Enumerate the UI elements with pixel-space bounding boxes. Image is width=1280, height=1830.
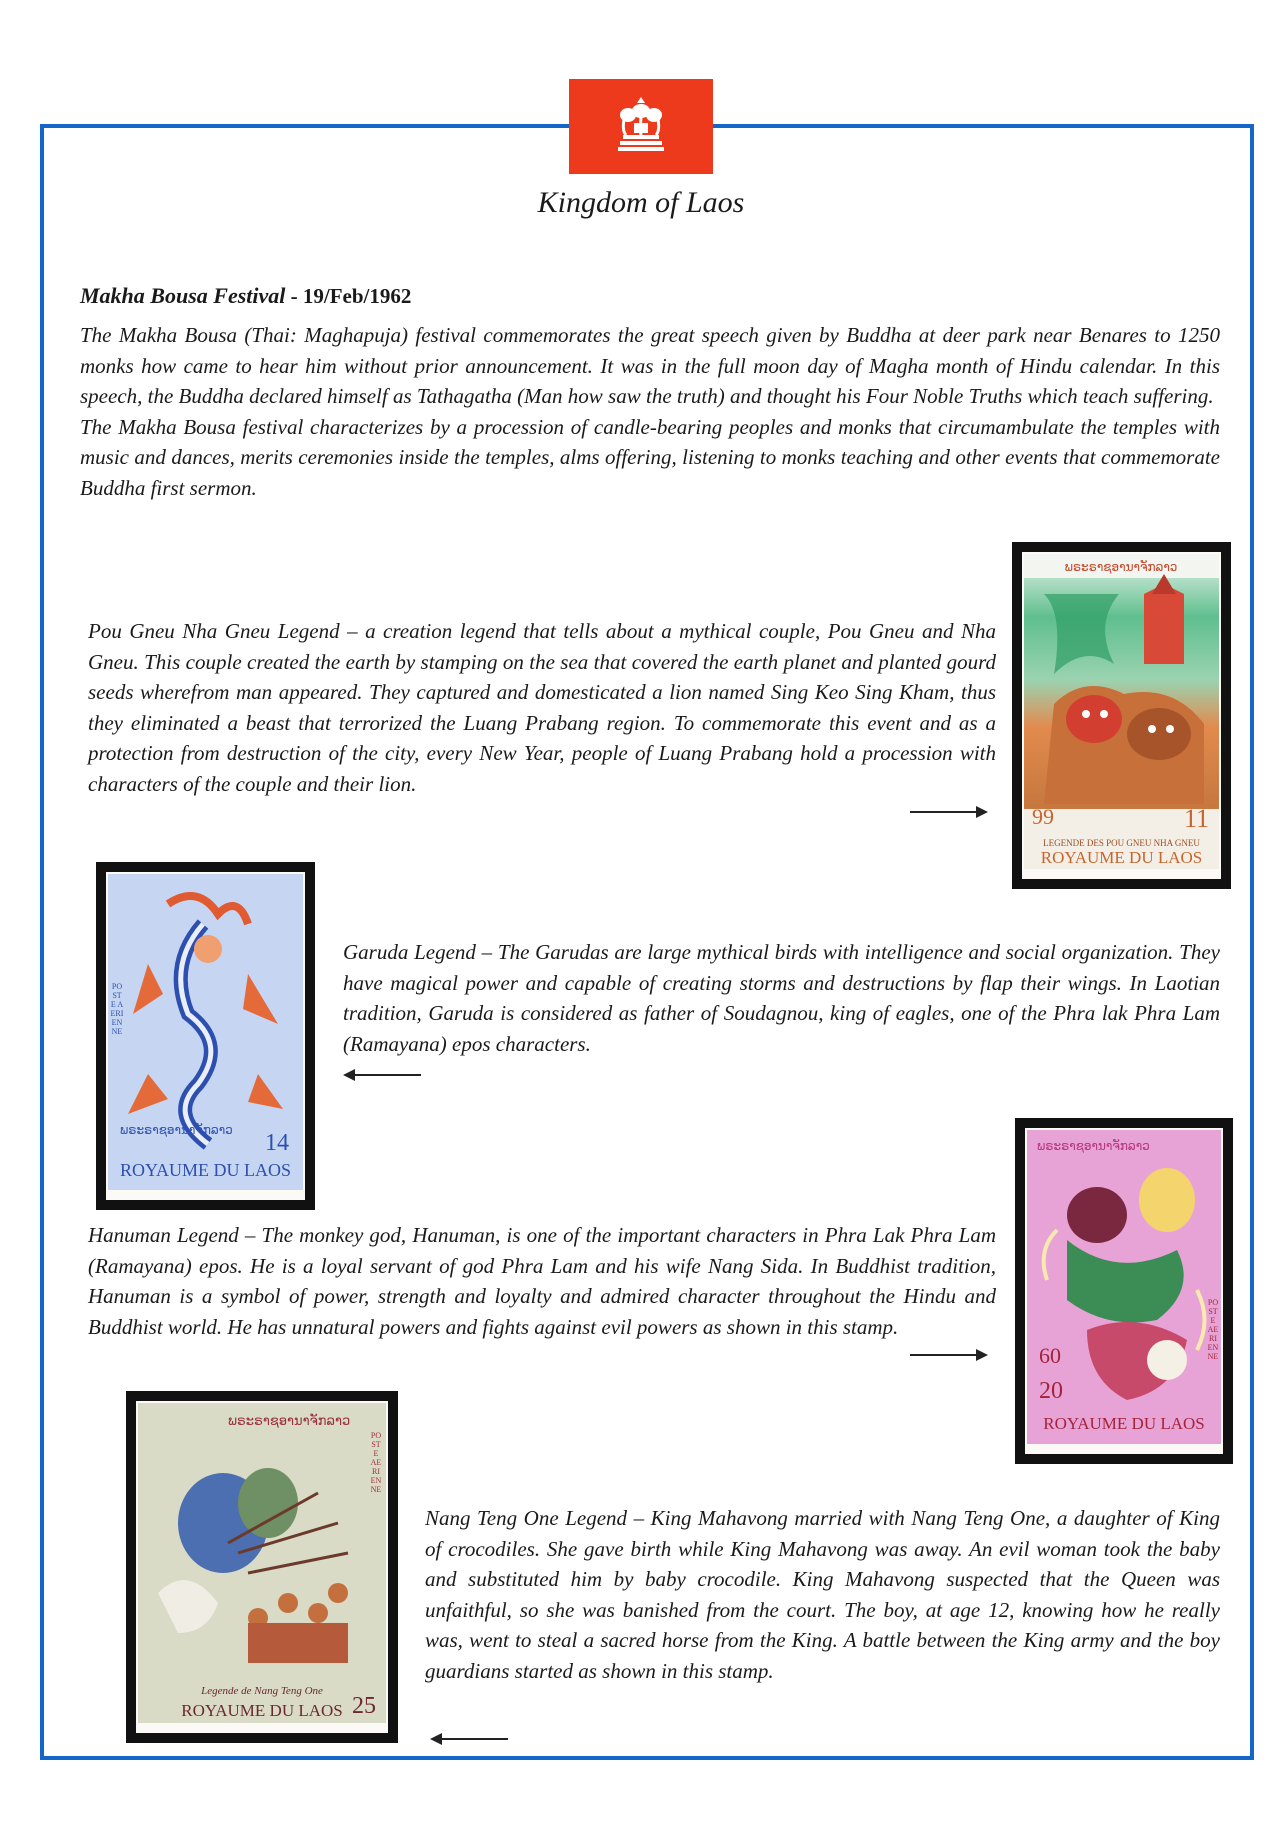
stamp-value: 11	[1183, 804, 1209, 833]
stamp-side-text: POSTE AERIENNE	[1207, 1298, 1219, 1361]
stamp-country: ROYAUME DU LAOS	[1040, 848, 1203, 867]
stamp-hanuman	[1015, 1118, 1233, 1464]
arrow-left-icon	[345, 1074, 421, 1076]
arrow-right-icon	[910, 811, 986, 813]
nang-teng-one-illustration	[138, 1403, 386, 1723]
svg-text:ພຣະຣາຊອານາຈັກລາວ: ພຣະຣາຊອານາຈັກລາວ	[228, 1414, 351, 1429]
stamp-side-text: POSTE AERIENNE	[370, 1431, 382, 1494]
legend-pou-gneu-text: Pou Gneu Nha Gneu Legend – a creation legend that tells about a mythical couple, Pou Gneu and Nha Gneu. This couple created the earth by stamping on the sea that covered the earth planet and planted gourd seeds wherefrom man appeared. They captured and domesticated a lion named Sing Keo Sing Kham, thus they eliminated a beast that terrorized the Luang Prabang region. To commemorate this event and as a protection from destruction of the city, every New Year, people of Luang Prabang hold a procession with characters of the couple and their lion.	[88, 619, 996, 796]
stamp-garuda	[96, 862, 315, 1210]
stamp-value-left: 99	[1032, 804, 1054, 829]
arrow-right-icon	[910, 1354, 986, 1356]
stamp-country: ROYAUME DU LAOS	[1043, 1414, 1205, 1433]
kingdom-title: Kingdom of Laos	[537, 186, 745, 219]
intro-paragraph-2: The Makha Bousa festival characterizes by a procession of candle-bearing peoples and monks that circumambulate the temples with music and dances, merits ceremonies inside the temples, alms offering, listening to monks teaching and other events that commemorate Buddha first sermon.	[80, 414, 1220, 500]
stamp-caption: Legende de Nang Teng One	[201, 1685, 323, 1697]
legend-garuda-text: Garuda Legend – The Garudas are large mythical birds with intelligence and social organization. They have magical power and capable of creating storms and destructions by flap their wings. In Laotian tradition, Garuda is considered as father of Soudagnou, king of eagles, one of the Phra lak Phra Lam (Ramayana) epos characters.	[343, 940, 1220, 1056]
svg-text:ພຣະຣາຊອານາຈັກລາວ: ພຣະຣາຊອານາຈັກລາວ	[120, 1123, 233, 1137]
stamp-nang-teng-one	[126, 1391, 398, 1743]
laos-royal-flag	[569, 79, 713, 174]
legend-hanuman-text: Hanuman Legend – The monkey god, Hanuman, is one of the important characters in Phra Lak Phra Lam (Ramayana) epos. He is a loyal servant of god Phra Lam and his wife Nang Sida. In Buddhist tradition, Hanuman is a symbol of power, strength and loyalty and admired character throughout the Hindu and Buddhist world. He has unnatural powers and fights against evil powers as shown in this stamp.	[88, 1223, 996, 1339]
stamp-value: 14	[265, 1130, 289, 1156]
stamp-value: 25	[352, 1693, 376, 1719]
stamp-country: ROYAUME DU LAOS	[181, 1701, 343, 1720]
arrow-left-icon	[432, 1738, 508, 1740]
festival-name: Makha Bousa Festival	[80, 283, 286, 308]
section-title	[80, 283, 411, 309]
stamp-value-left: 60	[1039, 1343, 1061, 1368]
stamp-value: 20	[1039, 1378, 1063, 1404]
intro-text	[80, 320, 1220, 503]
stamp-caption: LEGENDE DES POU GNEU NHA GNEU	[1043, 838, 1200, 848]
svg-text:ພຣະຣາຊອານາຈັກລາວ: ພຣະຣາຊອານາຈັກລາວ	[1064, 560, 1178, 574]
erawan-emblem-icon	[614, 95, 668, 157]
intro-paragraph-1: The Makha Bousa (Thai: Maghapuja) festival commemorates the great speech given by Buddha at deer park near Benares to 1250 monks how came to hear him without prior announcement. It was in the full moon day of Magha month of Hindu calendar. In this speech, the Buddha declared himself as Tathagatha (Man how saw the truth) and thought his Four Noble Truths which teach suffering.	[80, 323, 1220, 408]
festival-date: - 19/Feb/1962	[285, 284, 412, 308]
stamp-pou-gneu	[1012, 542, 1231, 889]
stamp-side-text: POSTE AERIENNE	[110, 982, 124, 1036]
stamp-country: ROYAUME DU LAOS	[119, 1160, 291, 1180]
svg-text:ພຣະຣາຊອານາຈັກລາວ: ພຣະຣາຊອານາຈັກລາວ	[1037, 1139, 1150, 1153]
legend-nang-teng-one-text: Nang Teng One Legend – King Mahavong married with Nang Teng One, a daughter of King of crocodiles. She gave birth while King Mahavong was away. An evil woman took the baby and substituted him by baby crocodile. King Mahavong suspected that the Queen was unfaithful, so she was banished from the court. The boy, at age 12, knowing how he really was, went to steal a sacred horse from the King. A battle between the King army and the boy guardians started as shown in this stamp.	[425, 1506, 1220, 1683]
